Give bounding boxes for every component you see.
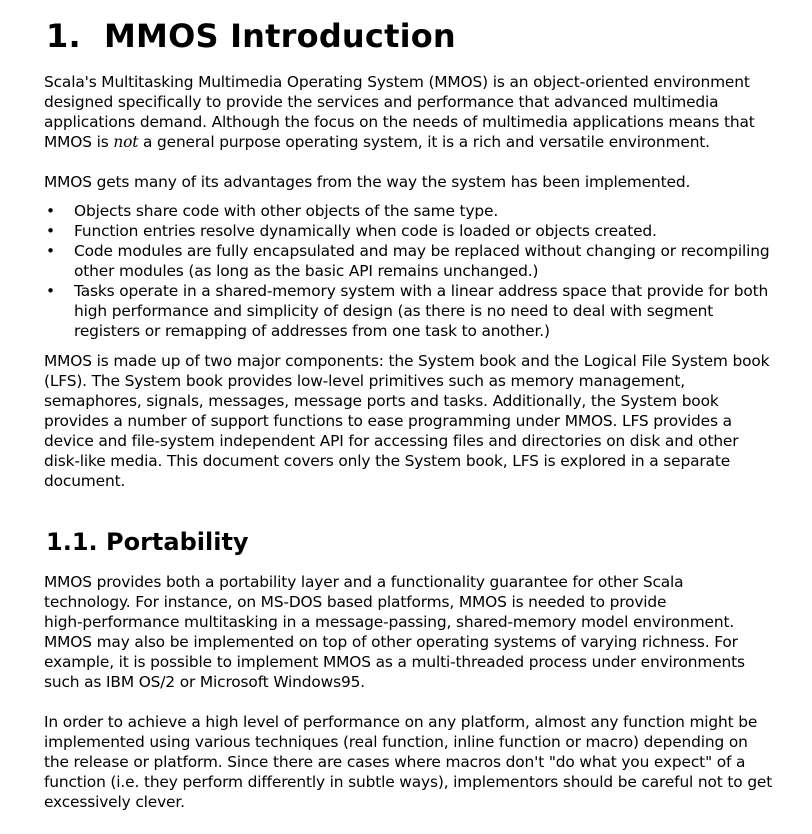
advantages-bullet-list	[44, 201, 774, 341]
emphasis-text: not	[113, 133, 139, 151]
section-heading-portability	[46, 526, 249, 558]
section-title: Portability	[106, 528, 249, 556]
text-run: MMOS is	[44, 133, 114, 151]
text-line: applications demand. Although the focus on the needs of multimedia applications means that	[44, 113, 755, 131]
bullet-item	[44, 281, 774, 341]
bullet-text-line: high performance and simplicity of design (as there is no need to deal with segment	[74, 302, 714, 320]
bullet-marker: •	[46, 282, 55, 300]
text-line	[44, 132, 774, 152]
section-title: MMOS Introduction	[104, 17, 456, 55]
bullet-marker: •	[46, 202, 55, 220]
text-line: excessively clever.	[44, 793, 185, 811]
text-line: disk-like media. This document covers only the System book, LFS is explored in a separate	[44, 452, 731, 470]
portability-paragraph-1	[44, 572, 774, 692]
bullet-text-line: Function entries resolve dynamically when code is loaded or objects created.	[74, 222, 657, 240]
text-line: document.	[44, 472, 126, 490]
text-line: implemented using various techniques (real function, inline function or macro) depending on	[44, 733, 748, 751]
text-run: a general purpose operating system, it is a rich and versatile environment.	[138, 133, 710, 151]
text-line: MMOS may also be implemented on top of other operating systems of varying richness. For	[44, 633, 738, 651]
text-line: the release or platform. Since there are cases where macros don't "do what you expect" of a	[44, 753, 746, 771]
bullet-marker: •	[46, 242, 55, 260]
section-heading-mmos-introduction	[46, 16, 456, 56]
text-line: function (i.e. they perform differently in subtle ways), implementors should be careful not to get	[44, 773, 773, 791]
text-line: such as IBM OS/2 or Microsoft Windows95.	[44, 673, 365, 691]
components-paragraph	[44, 351, 774, 491]
bullet-text-line: Code modules are fully encapsulated and may be replaced without changing or recompiling	[74, 242, 770, 260]
bullet-text-line: registers or remapping of addresses from one task to another.)	[74, 322, 550, 340]
text-line: example, it is possible to implement MMOS as a multi-threaded process under environments	[44, 653, 745, 671]
text-line: device and file-system independent API for accessing files and directories on disk and other	[44, 432, 739, 450]
text-line: MMOS is made up of two major components: the System book and the Logical File System book	[44, 352, 770, 370]
section-number: 1.1.	[46, 528, 98, 556]
text-line: MMOS provides both a portability layer and a functionality guarantee for other Scala	[44, 573, 684, 591]
bullet-text-line: Tasks operate in a shared-memory system with a linear address space that provide for both	[74, 282, 769, 300]
text-line: designed specifically to provide the services and performance that advanced multimedia	[44, 93, 719, 111]
advantages-intro-paragraph: MMOS gets many of its advantages from the way the system has been implemented.	[44, 173, 691, 191]
bullet-item	[44, 241, 774, 281]
text-line: technology. For instance, on MS-DOS based platforms, MMOS is needed to provide	[44, 593, 667, 611]
text-line: provides a number of support functions to ease programming under MMOS. LFS provides a	[44, 412, 732, 430]
bullet-text-line: other modules (as long as the basic API remains unchanged.)	[74, 262, 539, 280]
text-line: Scala's Multitasking Multimedia Operating System (MMOS) is an object-oriented environment	[44, 73, 750, 91]
text-line: high-performance multitasking in a message-passing, shared-memory model environment.	[44, 613, 735, 631]
bullet-marker: •	[46, 222, 55, 240]
bullet-item	[44, 201, 774, 221]
section-number: 1.	[46, 17, 81, 55]
intro-paragraph	[44, 72, 774, 152]
text-line: semaphores, signals, messages, message ports and tasks. Additionally, the System book	[44, 392, 719, 410]
text-line: (LFS). The System book provides low-level primitives such as memory management,	[44, 372, 685, 390]
text-line: In order to achieve a high level of performance on any platform, almost any function might be	[44, 713, 758, 731]
bullet-item	[44, 221, 774, 241]
bullet-text-line: Objects share code with other objects of the same type.	[74, 202, 499, 220]
portability-paragraph-2	[44, 712, 774, 812]
